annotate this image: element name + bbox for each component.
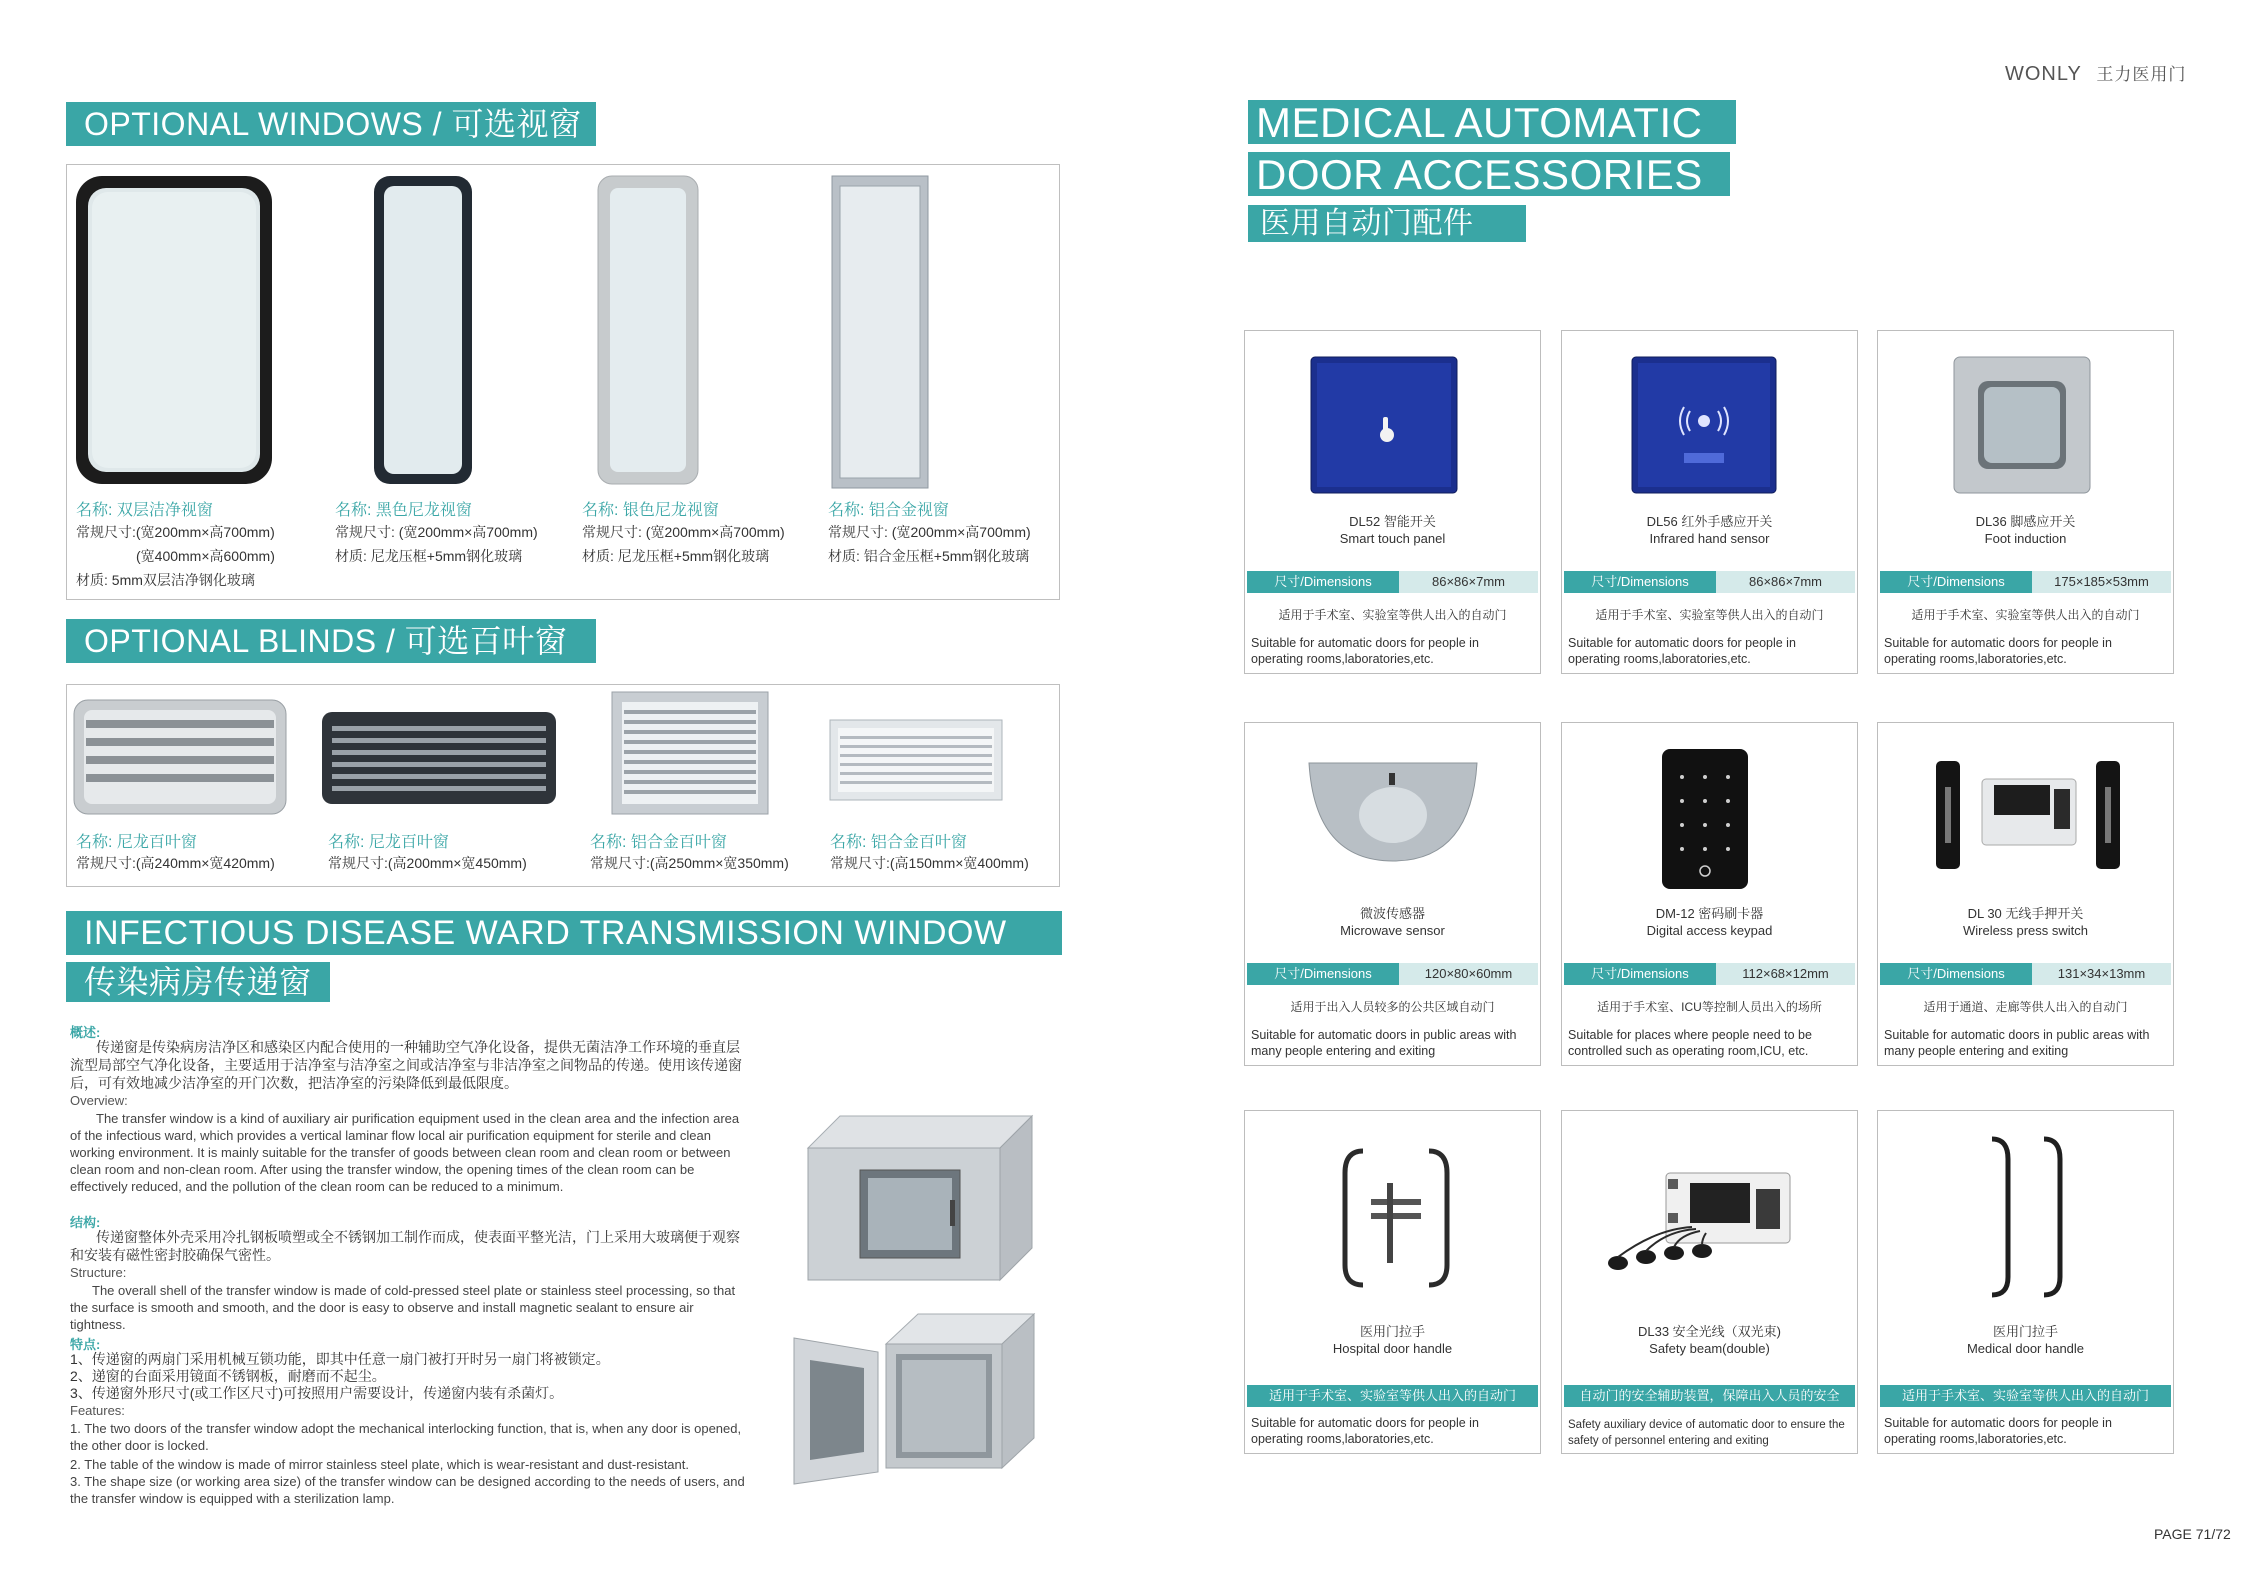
microwave-sensor-icon (1305, 757, 1481, 867)
structure-en-label: Structure: (70, 1265, 127, 1280)
features-cn-label: 特点: (70, 1337, 101, 1352)
overview-cn-text: 传递窗是传染病房洁净区和感染区内配合使用的一种辅助空气净化设备，提供无菌洁净工作环境的垂直层流型局部空气净化设备，主要适用于洁净室与洁净室之间或洁净室与非洁净室之间物品的传递。使用该传递窗后，可有效地减少洁净室的开门次数，把洁净室的污染降低到最低限度。 (70, 1039, 742, 1091)
door-handle-icon (1341, 1143, 1451, 1303)
window-1-spec-alt: (宽400mm×高600mm) (136, 548, 275, 564)
dl36-code: DL36 脚感应开关 (1975, 514, 2076, 529)
dl52-desc-cn: 适用于手术室、实验室等供人出入的自动门 (1278, 608, 1507, 622)
window-2-spec: 常规尺寸: (宽200mm×高700mm) (335, 524, 538, 540)
microwave-desc-en: Suitable for automatic doors in public areas with many people entering and exiting (1251, 1028, 1517, 1058)
window-black-nylon-image (372, 174, 474, 486)
window-3-name: 名称: 银色尼龙视窗 (582, 502, 719, 519)
transfer-window-open-image (790, 1308, 1038, 1488)
dl52-dim-label: 尺寸/Dimensions (1247, 571, 1399, 593)
structure-en-text: The overall shell of the transfer window is made of cold-pressed steel plate or stainless steel processing, so that the surface is smooth and smooth, and the door is easy to observe and install magnetic sealant to ensure air tightness. (70, 1283, 736, 1332)
foot-sensor-icon (1952, 355, 2092, 495)
press-switch-icon (1930, 757, 2126, 877)
blind-2-spec: 常规尺寸:(高200mm×宽450mm) (328, 855, 527, 871)
blind-2-name: 名称: 尼龙百叶窗 (328, 834, 449, 851)
microwave-dimensions (1247, 963, 1538, 985)
accessory-card-medical-handle (1877, 1110, 2174, 1454)
window-1-spec: 常规尺寸:(宽200mm×高700mm) (76, 524, 275, 540)
accessory-card-microwave (1244, 722, 1541, 1066)
accessory-card-dl52 (1244, 330, 1541, 674)
features-en-1: 1. The two doors of the transfer window adopt the mechanical interlocking function, that is, when any door is opened, the other door is locked. (70, 1421, 742, 1453)
medical-handle-desc-en: Suitable for automatic doors for people in operating rooms,laboratories,etc. (1884, 1416, 2112, 1446)
hospital-handle-use-bar: 适用于手术室、实验室等供人出入的自动门 (1247, 1385, 1538, 1407)
features-en-3: 3. The shape size (or working area size) of the transfer window can be designed according to the needs of users, and the transfer window is equipped with a sterilization lamp. (70, 1474, 745, 1506)
dl30-name: Wireless press switch (1963, 923, 2088, 938)
overview-en-text: The transfer window is a kind of auxiliary air purification equipment used in the clean area and the infection area of the infectious ward, which provides a vertical laminar flow local air purification equipment for sterile and clean working environment. It is mainly suitable for the transfer of goods between clean room and clean room or between clean room and non-clean room. After using the transfer window, the opening times of the clean room can be effectively reduced, and the pollution of the clean room can be reduced to a minimum. (70, 1111, 740, 1194)
overview-en-label: Overview: (70, 1093, 128, 1108)
dm12-dimensions (1564, 963, 1855, 985)
dl56-dimensions (1564, 571, 1855, 593)
features-en-2: 2. The table of the window is made of mirror stainless steel plate, which is wear-resistant and dust-resistant. (70, 1457, 689, 1472)
dl56-desc-en: Suitable for automatic doors for people in operating rooms,laboratories,etc. (1568, 636, 1796, 666)
dl36-name: Foot induction (1984, 531, 2067, 546)
page-number: PAGE 71/72 (2154, 1526, 2231, 1542)
dl33-name: Safety beam(double) (1649, 1341, 1770, 1356)
keypad-icon (1660, 747, 1750, 891)
dl52-code: DL52 智能开关 (1349, 514, 1436, 529)
dl30-code: DL 30 无线手押开关 (1967, 906, 2084, 921)
window-silver-nylon-image (596, 174, 700, 486)
window-2-name: 名称: 黑色尼龙视窗 (335, 502, 472, 519)
dl56-dim-label: 尺寸/Dimensions (1564, 571, 1716, 593)
accessory-card-dl30 (1877, 722, 2174, 1066)
dl36-desc-en: Suitable for automatic doors for people in operating rooms,laboratories,etc. (1884, 636, 2112, 666)
windows-section-title: OPTIONAL WINDOWS / 可选视窗 (66, 102, 596, 146)
microwave-desc-cn: 适用于出入人员较多的公共区域自动门 (1290, 1000, 1495, 1014)
dl30-dim-label: 尺寸/Dimensions (1880, 963, 2032, 985)
blind-aluminum-2-image (828, 718, 1004, 802)
dm12-name: Digital access keypad (1646, 923, 1773, 938)
blind-3-name: 名称: 铝合金百叶窗 (590, 834, 727, 851)
brand-logo-text: WONLY (2005, 63, 2082, 85)
window-3-material: 材质: 尼龙压框+5mm钢化玻璃 (582, 548, 770, 564)
medical-handle-use-bar: 适用于手术室、实验室等供人出入的自动门 (1880, 1385, 2171, 1407)
dl33-use-bar: 自动门的安全辅助装置，保障出入人员的安全 (1564, 1385, 1855, 1407)
window-3-spec: 常规尺寸: (宽200mm×高700mm) (582, 524, 785, 540)
dl36-dimensions (1880, 571, 2171, 593)
features-cn-2: 2、递窗的台面采用镜面不锈钢板，耐磨而不起尘。 (70, 1368, 386, 1384)
dl30-dimensions (1880, 963, 2171, 985)
window-4-spec: 常规尺寸: (宽200mm×高700mm) (828, 524, 1031, 540)
blind-4-spec: 常规尺寸:(高150mm×宽400mm) (830, 855, 1029, 871)
accessory-card-dl36 (1877, 330, 2174, 674)
blind-nylon-2-image (320, 710, 558, 806)
window-4-name: 名称: 铝合金视窗 (828, 502, 949, 519)
accessories-title-cn: 医用自动门配件 (1248, 205, 1526, 242)
medical-handle-name: Medical door handle (1966, 1341, 2085, 1356)
dl36-dim-label: 尺寸/Dimensions (1880, 571, 2032, 593)
window-2-material: 材质: 尼龙压框+5mm钢化玻璃 (335, 548, 523, 564)
dl30-dim-value: 131×34×13mm (2057, 966, 2146, 981)
dm12-dim-label: 尺寸/Dimensions (1564, 963, 1716, 985)
accessory-card-hospital-handle (1244, 1110, 1541, 1454)
hospital-handle-desc-en: Suitable for automatic doors for people in operating rooms,laboratories,etc. (1251, 1416, 1479, 1446)
window-double-layer-image (74, 174, 274, 486)
microwave-dim-value: 120×80×60mm (1424, 966, 1513, 981)
accessory-card-dl56 (1561, 330, 1858, 674)
microwave-code: 微波传感器 (1359, 906, 1425, 921)
blinds-section-title: OPTIONAL BLINDS / 可选百叶窗 (66, 619, 596, 663)
hospital-handle-code: 医用门拉手 (1359, 1324, 1425, 1339)
transfer-window-closed-image (800, 1108, 1036, 1288)
dl52-name: Smart touch panel (1339, 531, 1446, 546)
dm12-desc-cn: 适用于手术室、ICU等控制人员出入的场所 (1597, 1000, 1822, 1014)
dm12-desc-en: Suitable for places where people need to be controlled such as operating room,ICU, etc. (1568, 1028, 1812, 1058)
features-en-label: Features: (70, 1403, 125, 1418)
window-4-material: 材质: 铝合金压框+5mm钢化玻璃 (828, 548, 1030, 564)
pull-handle-icon (1984, 1131, 2074, 1303)
medical-handle-code: 医用门拉手 (1992, 1324, 2058, 1339)
blind-1-spec: 常规尺寸:(高240mm×宽420mm) (76, 855, 275, 871)
transmission-title-en: INFECTIOUS DISEASE WARD TRANSMISSION WINDOW (66, 911, 1062, 955)
dl56-name: Infrared hand sensor (1649, 531, 1770, 546)
dl56-desc-cn: 适用于手术室、实验室等供人出入的自动门 (1595, 608, 1824, 622)
brand-cn: 王力医用门 (2096, 65, 2187, 84)
hospital-handle-name: Hospital door handle (1332, 1341, 1453, 1356)
accessory-card-dl33 (1561, 1110, 1858, 1454)
accessories-title-line1: MEDICAL AUTOMATIC (1248, 100, 1736, 144)
structure-cn-text: 传递窗整体外壳采用冷扎钢板喷塑或全不锈钢加工制作而成，使表面平整光洁，门上采用大玻璃便于观察和安装有磁性密封胶确保气密性。 (70, 1229, 740, 1263)
brand-logo (2005, 60, 2186, 86)
touch-panel-icon (1309, 355, 1459, 495)
safety-beam-icon (1596, 1169, 1822, 1279)
microwave-dim-label: 尺寸/Dimensions (1247, 963, 1399, 985)
infrared-sensor-icon (1630, 355, 1778, 495)
dl52-dimensions (1247, 571, 1538, 593)
dl33-desc-en: Safety auxiliary device of automatic door to ensure the safety of personnel entering and exiting (1568, 1419, 1845, 1447)
dl52-dim-value: 86×86×7mm (1432, 574, 1505, 589)
window-1-name: 名称: 双层洁净视窗 (76, 502, 213, 519)
dm12-dim-value: 112×68×12mm (1742, 966, 1829, 981)
dl36-desc-cn: 适用于手术室、实验室等供人出入的自动门 (1911, 608, 2140, 622)
microwave-name: Microwave sensor (1340, 923, 1445, 938)
dl30-desc-cn: 适用于通道、走廊等供人出入的自动门 (1923, 1000, 2128, 1014)
features-cn-3: 3、传递窗外形尺寸(或工作区尺寸)可按照用户需要设计，传递窗内装有杀菌灯。 (70, 1385, 564, 1401)
blind-nylon-1-image (72, 698, 288, 816)
dl33-code: DL33 安全光线（双光束) (1637, 1324, 1782, 1339)
accessory-card-dm12 (1561, 722, 1858, 1066)
overview-cn-label: 概述: (70, 1025, 101, 1040)
dl56-code: DL56 红外手感应开关 (1646, 514, 1773, 529)
dl56-dim-value: 86×86×7mm (1749, 574, 1822, 589)
window-1-material: 材质: 5mm双层洁净钢化玻璃 (76, 572, 255, 588)
accessories-title-line2: DOOR ACCESSORIES (1248, 152, 1730, 196)
structure-cn-label: 结构: (70, 1215, 101, 1230)
blind-aluminum-1-image (610, 690, 770, 816)
window-aluminum-image (830, 174, 930, 490)
dm12-code: DM-12 密码刷卡器 (1655, 906, 1764, 921)
transmission-title-cn: 传染病房传递窗 (66, 962, 330, 1002)
dl52-desc-en: Suitable for automatic doors for people in operating rooms,laboratories,etc. (1251, 636, 1479, 666)
blind-3-spec: 常规尺寸:(高250mm×宽350mm) (590, 855, 789, 871)
features-cn-1: 1、传递窗的两扇门采用机械互锁功能，即其中任意一扇门被打开时另一扇门将被锁定。 (70, 1351, 610, 1367)
dl36-dim-value: 175×185×53mm (2054, 574, 2149, 589)
blind-4-name: 名称: 铝合金百叶窗 (830, 834, 967, 851)
blind-1-name: 名称: 尼龙百叶窗 (76, 834, 197, 851)
dl30-desc-en: Suitable for automatic doors in public areas with many people entering and exiting (1884, 1028, 2150, 1058)
